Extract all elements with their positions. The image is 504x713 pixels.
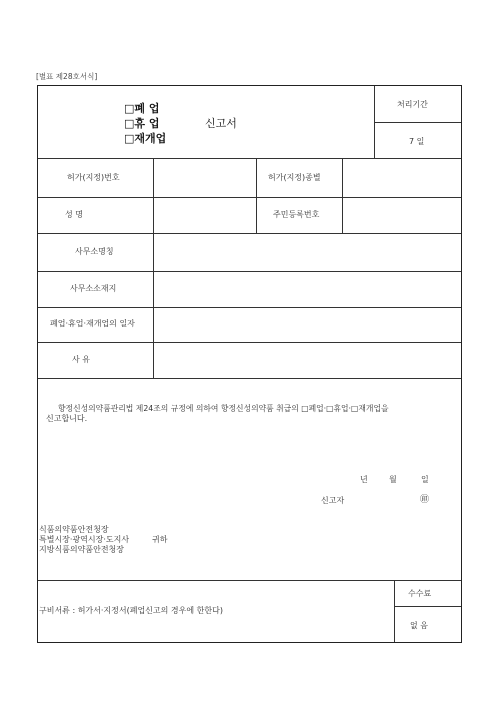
divider-mid-left <box>256 158 257 233</box>
option-closure: □폐 업 <box>124 102 160 115</box>
recipient-honorific: 귀하 <box>152 535 168 544</box>
form-number: [별표 제28호서식] <box>36 72 98 81</box>
divider-row4 <box>38 307 461 308</box>
divider-fee <box>394 606 461 607</box>
license-type-label: 허가(지정)종별 <box>268 173 321 182</box>
license-number-field[interactable] <box>155 160 255 196</box>
office-address-label: 사무소소재지 <box>70 284 117 293</box>
license-number-label: 허가(지정)번호 <box>67 173 120 182</box>
processing-period-value: 7 일 <box>409 137 425 146</box>
divider-period <box>374 122 461 123</box>
seal-mark: ㊞ <box>420 495 430 505</box>
required-documents: 구비서류 : 허가서·지정서(폐업신고의 경우에 한한다) <box>39 606 223 615</box>
fee-value: 없 음 <box>410 621 428 630</box>
name-label: 성 명 <box>65 210 83 219</box>
divider-mid-right <box>342 158 343 233</box>
divider-footer-top <box>38 580 461 581</box>
divider-footer-vertical <box>394 580 395 642</box>
statement-line2: 신고합니다. <box>46 414 88 423</box>
fee-label: 수수료 <box>408 589 432 598</box>
recipient-regional: 지방식품의약품안전청장 <box>39 545 125 554</box>
date-label: 폐업·휴업·재개업의 일자 <box>50 319 135 328</box>
form-title: 신고서 <box>205 117 237 130</box>
date-field[interactable] <box>155 309 460 341</box>
date-month: 월 <box>389 475 397 484</box>
divider-row5 <box>38 342 461 343</box>
divider-row3 <box>38 271 461 272</box>
divider-row2 <box>38 233 461 234</box>
office-name-field[interactable] <box>155 235 460 270</box>
office-address-field[interactable] <box>155 273 460 306</box>
name-field[interactable] <box>155 199 255 232</box>
date-year: 년 <box>360 475 368 484</box>
reason-label: 사 유 <box>72 355 90 364</box>
option-reopening: □재개업 <box>124 132 167 145</box>
option-suspension: □휴 업 <box>124 117 160 130</box>
date-day: 일 <box>421 475 429 484</box>
statement-line1: 향정신성의약품관리법 제24조의 규정에 의하여 향정신성의약품 취급의 □폐업·□휴업·□재개업을 <box>58 404 389 413</box>
divider-row6 <box>38 378 461 379</box>
reporter-label: 신고자 <box>321 496 345 505</box>
office-name-label: 사무소명칭 <box>75 247 114 256</box>
divider-row1 <box>38 197 461 198</box>
resident-number-field[interactable] <box>344 199 460 232</box>
divider-label-column <box>153 158 154 378</box>
license-type-field[interactable] <box>344 160 460 196</box>
recipient-kfda: 식품의약품안전청장 <box>39 525 109 534</box>
reason-field[interactable] <box>155 344 460 377</box>
divider-header-bottom <box>38 158 461 159</box>
processing-period-label: 처리기간 <box>397 100 428 109</box>
resident-number-label: 주민등록번호 <box>273 210 320 219</box>
recipient-mayor: 특별시장·광역시장·도지사 <box>39 535 130 544</box>
